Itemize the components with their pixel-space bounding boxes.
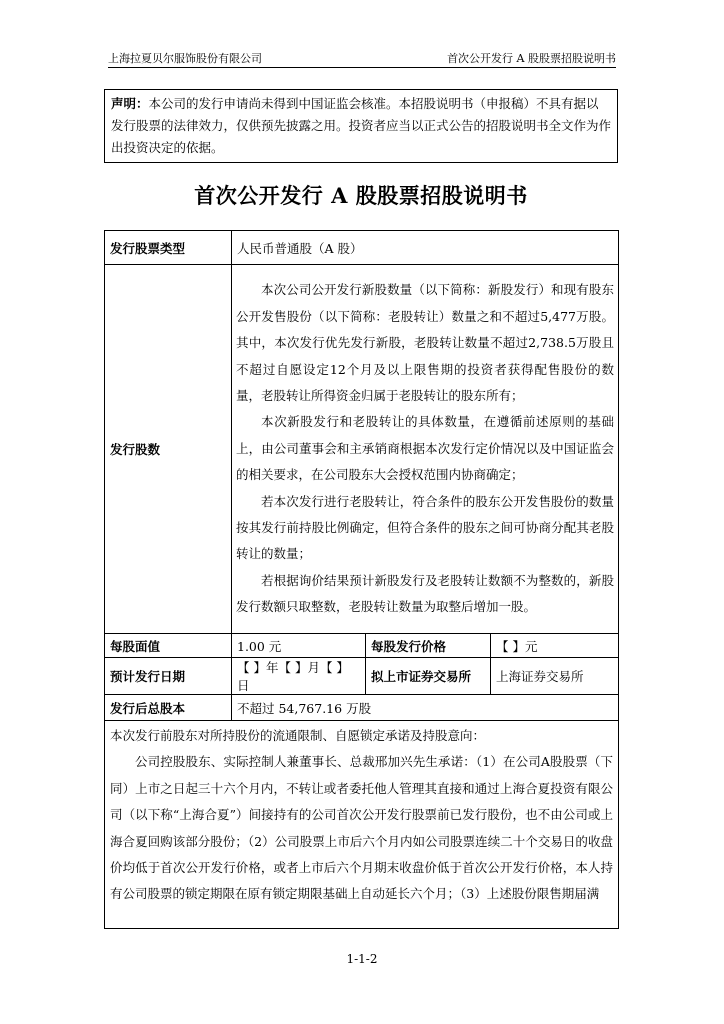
date-label: 预计发行日期: [105, 658, 232, 695]
lockup-title: 本次发行前股东对所持股份的流通限制、自愿锁定承诺及持股意向：: [110, 728, 486, 743]
issue-qty-paragraph: 本次新股发行和老股转让的具体数量，在遵循前述原则的基础上，由公司董事会和主承销商根据本次发行定价情况以及中国证监会的相关要求，在公司股东大会授权范围内协商确定；: [236, 414, 615, 483]
header-company: 上海拉夏贝尔服饰股份有限公司: [108, 52, 262, 65]
row-stock-type: [105, 231, 619, 265]
lockup-cell: [105, 721, 619, 929]
price-label: 每股发行价格: [366, 634, 491, 658]
issue-qty-paragraph: 本次公司公开发行新股数量（以下简称：新股发行）和现有股东公开发售股份（以下简称：老股转让）数量之和不超过5,477万股。其中，本次发行优先发行新股，老股转让数量不超过2,738.5万股且不超过自愿设定12个月及以上限售期的投资者获得配售股份的数量，老股转让所得资金归属于老股转让的股东所有；: [236, 282, 615, 403]
issue-qty-label: 发行股数: [105, 265, 232, 634]
disclaimer-text: 本公司的发行申请尚未得到中国证监会核准。本招股说明书（申报稿）不具有据以发行股票的法律效力，仅供预先披露之用。投资者应当以正式公告的招股说明书全文作为作出投资决定的依据。: [111, 96, 612, 155]
disclaimer-box: [104, 89, 618, 163]
par-value-label: 每股面值: [105, 634, 232, 658]
total-label: 发行后总股本: [105, 695, 232, 721]
stock-type-value: 人民币普通股（A 股）: [232, 231, 619, 265]
issue-qty-paragraph: 若本次发行进行老股转让，符合条件的股东公开发售股份的数量按其发行前持股比例确定，但符合条件的股东之间可协商分配其老股转让的数量；: [236, 493, 615, 562]
header-doc-name: 首次公开发行 A 股股票招股说明书: [447, 52, 616, 65]
exchange-value: 上海证券交易所: [491, 658, 619, 695]
page-number: 1-1-2: [346, 952, 378, 966]
row-total-shares: [105, 695, 619, 721]
row-par-value: [105, 634, 619, 658]
document-title: 首次公开发行 A 股股票招股说明书: [194, 183, 528, 208]
issue-qty-paragraph: 若根据询价结果预计新股发行及老股转让数额不为整数的，新股发行数额只取整数，老股转让数量为取整后增加一股。: [236, 572, 615, 615]
exchange-label: 拟上市证券交易所: [366, 658, 491, 695]
header-rule: [108, 67, 616, 68]
date-value: 【 】年【 】月【 】日: [232, 658, 366, 695]
par-value-value: 1.00 元: [232, 634, 366, 658]
page-header: [108, 50, 616, 66]
lockup-text: 公司控股股东、实际控制人兼董事长、总裁邢加兴先生承诺：（1）在公司A股股票（下同）上市之日起三十六个月内，不转让或者委托他人管理其直接和通过上海合夏投资有限公司（以下称“上海合夏”）间接持有的公司首次公开发行股票前已发行股份，也不由公司或上海合夏回购该部分股份；（2）公司股票上市后六个月内如公司股票连续二十个交易日的收盘价均低于首次公开发行价格，或者上市后六个月期末收盘价低于首次公开发行价格，本人持有公司股票的锁定期限在原有锁定期限基础上自动延长六个月；（3）上述股份限售期届满: [110, 754, 614, 902]
stock-type-label: 发行股票类型: [105, 231, 232, 265]
row-issue-date: [105, 658, 619, 695]
offering-summary-table: [104, 230, 619, 929]
total-value: 不超过 54,767.16 万股: [232, 695, 619, 721]
disclaimer-label: 声明：: [111, 96, 149, 111]
row-issue-qty: [105, 265, 619, 634]
issue-qty-value: [232, 265, 619, 634]
price-value: 【 】元: [491, 634, 619, 658]
row-lockup: [105, 721, 619, 929]
